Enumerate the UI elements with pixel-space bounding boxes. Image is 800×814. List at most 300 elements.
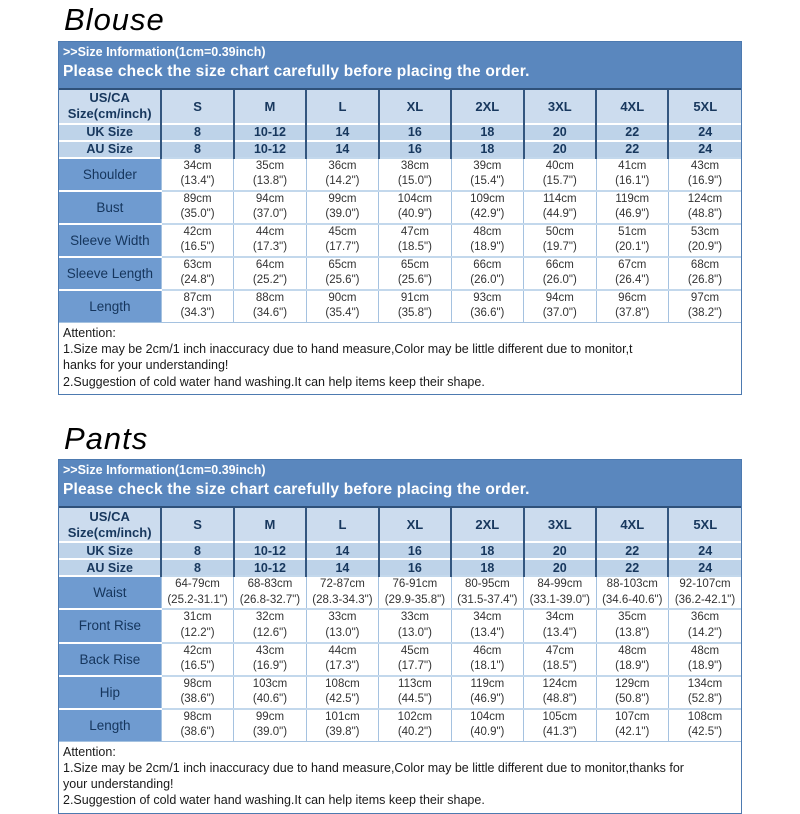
notice-line: Please check the size chart carefully before placing the order. <box>63 481 530 499</box>
measurement-inch: (48.8") <box>687 208 723 221</box>
measurement-cell <box>451 609 523 642</box>
size-value: 22 <box>596 559 668 576</box>
measurement-inch: (13.4") <box>542 626 577 639</box>
size-col-header: 4XL <box>596 90 668 124</box>
measurement-inch: (34.3") <box>180 307 215 320</box>
measurement-inch: (38.2") <box>687 307 723 320</box>
measurement-inch: (26.8") <box>687 274 723 287</box>
measurement-inch: (33.1-39.0") <box>529 593 590 606</box>
measurement-cm: 134cm <box>687 677 723 690</box>
size-value: 8 <box>161 559 233 576</box>
measurement-cell <box>234 257 306 290</box>
size-value: 16 <box>379 124 451 141</box>
measurement-inch: (13.4") <box>180 175 215 188</box>
measurement-cm: 99cm <box>255 710 285 723</box>
measurement-cell <box>524 709 596 741</box>
size-col-header: 3XL <box>524 508 596 542</box>
measurement-inch: (18.5") <box>397 241 432 254</box>
measurement-cell <box>161 709 233 741</box>
measurement-cell <box>668 290 741 322</box>
measurement-cm: 108cm <box>687 710 723 723</box>
measurement-inch: (35.8") <box>397 307 432 320</box>
measurement-cm: 34cm <box>183 159 212 172</box>
size-col-header: S <box>161 90 233 124</box>
measurement-cm: 63cm <box>183 258 212 271</box>
pants-section <box>0 421 800 814</box>
measurement-cell <box>524 224 596 257</box>
attention-block <box>59 322 741 394</box>
measurement-cm: 109cm <box>470 192 505 205</box>
measurement-cm: 41cm <box>618 159 647 172</box>
measurement-cm: 66cm <box>473 258 502 271</box>
measurement-row <box>59 191 741 224</box>
measurement-cell <box>161 191 233 224</box>
measurement-cell <box>234 224 306 257</box>
measurement-cell <box>379 224 451 257</box>
measurement-inch: (26.8-32.7") <box>239 593 301 606</box>
size-col-header: 2XL <box>451 508 523 542</box>
measurement-cell <box>451 158 523 191</box>
size-info-line: >>Size Information(1cm=0.39inch) <box>63 44 266 59</box>
measurement-cell <box>306 709 378 741</box>
measurement-cell <box>306 257 378 290</box>
measurement-cm: 34cm <box>473 611 502 624</box>
attention-line: 1.Size may be 2cm/1 inch inaccuracy due to hand measure,Color may be little different due to monitor,thanks for <box>63 760 684 775</box>
measurement-cm: 92-107cm <box>679 578 731 591</box>
measurement-inch: (44.9") <box>542 208 577 221</box>
corner-header-line: Size(cm/inch) <box>67 524 152 540</box>
measurement-inch: (39.0") <box>252 726 288 739</box>
size-value: 8 <box>161 124 233 141</box>
measurement-inch: (37.0") <box>542 307 577 320</box>
measurement-cell <box>161 257 233 290</box>
measurement-cell <box>379 290 451 322</box>
measurement-inch: (17.7") <box>397 660 432 673</box>
measurement-row <box>59 709 741 741</box>
measurement-cell <box>306 290 378 322</box>
size-value: 10-12 <box>234 559 306 576</box>
measurement-cell <box>596 576 668 609</box>
corner-header <box>59 90 161 124</box>
measurement-cm: 104cm <box>397 192 433 205</box>
size-col-header: XL <box>379 508 451 542</box>
measurement-cell <box>596 257 668 290</box>
measurement-cell <box>379 643 451 676</box>
measurement-cell <box>668 158 741 191</box>
measurement-inch: (12.2") <box>180 626 215 639</box>
measurement-cm: 44cm <box>255 225 285 238</box>
size-value: 20 <box>524 141 596 158</box>
measurement-inch: (35.4") <box>325 307 360 320</box>
row-label: AU Size <box>59 141 161 158</box>
measurement-inch: (42.9") <box>470 208 505 221</box>
measurement-cell <box>451 191 523 224</box>
measurement-inch: (37.8") <box>615 307 650 320</box>
size-col-header: 2XL <box>451 90 523 124</box>
measurement-cell <box>234 158 306 191</box>
measurement-cm: 98cm <box>183 677 212 690</box>
measurement-inch: (42.1") <box>615 726 650 739</box>
measurement-cell <box>596 676 668 709</box>
size-col-header: 3XL <box>524 90 596 124</box>
size-col-header: 5XL <box>668 90 741 124</box>
measurement-cell <box>379 257 451 290</box>
attention-line: hanks for your understanding! <box>63 358 229 373</box>
size-value: 16 <box>379 559 451 576</box>
chart-header-band <box>59 42 741 90</box>
measurement-cm: 94cm <box>545 291 574 304</box>
measurement-cm: 91cm <box>400 291 429 304</box>
measurement-cell <box>596 158 668 191</box>
measurement-cell <box>451 257 523 290</box>
measurement-inch: (34.6-40.6") <box>602 593 663 606</box>
measurement-cell <box>451 224 523 257</box>
size-value: 16 <box>379 542 451 559</box>
measurement-cell <box>668 643 741 676</box>
measurement-inch: (29.9-35.8") <box>384 593 446 606</box>
measurement-cm: 103cm <box>252 677 288 690</box>
measurement-row <box>59 676 741 709</box>
measurement-cm: 50cm <box>545 225 574 238</box>
measurement-cm: 114cm <box>542 192 577 205</box>
measurement-inch: (18.9") <box>687 660 723 673</box>
measurement-cm: 48cm <box>618 644 647 657</box>
measurement-inch: (34.6") <box>252 307 288 320</box>
measurement-inch: (28.3-34.3") <box>312 593 373 606</box>
row-label: UK Size <box>59 542 161 559</box>
corner-header-line: US/CA <box>89 508 130 524</box>
measurement-cell <box>234 709 306 741</box>
size-value: 24 <box>668 141 741 158</box>
measurement-inch: (24.8") <box>180 274 215 287</box>
measurement-cm: 67cm <box>618 258 647 271</box>
measurement-row <box>59 224 741 257</box>
corner-header-line: US/CA <box>89 89 130 105</box>
measurement-cell <box>161 676 233 709</box>
measurement-cm: 105cm <box>542 710 578 723</box>
measurement-cm: 64cm <box>255 258 285 271</box>
row-label: Length <box>59 290 161 322</box>
measurement-cm: 102cm <box>397 710 433 723</box>
size-col-header: 4XL <box>596 508 668 542</box>
measurement-cm: 34cm <box>545 611 574 624</box>
row-label: Sleeve Length <box>59 257 161 290</box>
measurement-inch: (16.9") <box>687 175 723 188</box>
measurement-cell <box>596 709 668 741</box>
measurement-cm: 44cm <box>328 644 357 657</box>
measurement-cell <box>161 576 233 609</box>
row-label: Back Rise <box>59 643 161 676</box>
measurement-inch: (13.8") <box>615 626 650 639</box>
measurement-cell <box>379 676 451 709</box>
size-header-row <box>59 508 741 542</box>
measurement-inch: (36.6") <box>470 307 505 320</box>
measurement-inch: (19.7") <box>542 241 577 254</box>
measurement-cm: 87cm <box>183 291 212 304</box>
measurement-cm: 53cm <box>690 225 720 238</box>
attention-line: Attention: <box>63 325 116 340</box>
row-label: AU Size <box>59 559 161 576</box>
measurement-cm: 48cm <box>473 225 502 238</box>
measurement-cm: 108cm <box>325 677 360 690</box>
measurement-cm: 90cm <box>328 291 357 304</box>
size-value: 22 <box>596 141 668 158</box>
measurement-inch: (13.4") <box>470 626 505 639</box>
measurement-cell <box>524 158 596 191</box>
measurement-cell <box>234 609 306 642</box>
size-value: 18 <box>451 141 523 158</box>
measurement-cell <box>524 676 596 709</box>
size-value: 20 <box>524 124 596 141</box>
measurement-cm: 42cm <box>183 644 212 657</box>
measurement-cm: 94cm <box>255 192 285 205</box>
measurement-inch: (35.0") <box>180 208 215 221</box>
measurement-cell <box>379 709 451 741</box>
measurement-cm: 68-83cm <box>247 578 293 591</box>
size-header-row <box>59 90 741 124</box>
measurement-inch: (13.0") <box>325 626 360 639</box>
size-col-header: 5XL <box>668 508 741 542</box>
measurement-inch: (26.0") <box>542 274 577 287</box>
size-col-header: M <box>234 90 306 124</box>
size-value: 14 <box>306 542 378 559</box>
measurement-inch: (46.9") <box>470 693 505 706</box>
size-conversion-row <box>59 559 741 576</box>
measurement-cm: 129cm <box>614 677 650 690</box>
measurement-cm: 65cm <box>400 258 429 271</box>
size-value: 10-12 <box>234 124 306 141</box>
chart-header-band <box>59 460 741 508</box>
measurement-cm: 38cm <box>400 159 429 172</box>
size-value: 14 <box>306 124 378 141</box>
measurement-cell <box>451 643 523 676</box>
measurement-cell <box>306 643 378 676</box>
measurement-inch: (42.5") <box>325 693 360 706</box>
measurement-cell <box>306 576 378 609</box>
measurement-cm: 36cm <box>328 159 357 172</box>
measurement-cm: 43cm <box>690 159 720 172</box>
size-col-header: L <box>306 90 378 124</box>
corner-header <box>59 508 161 542</box>
measurement-inch: (14.2") <box>687 626 723 639</box>
row-label: Hip <box>59 676 161 709</box>
size-col-header: S <box>161 508 233 542</box>
measurement-cell <box>668 709 741 741</box>
measurement-inch: (52.8") <box>687 693 723 706</box>
row-label: UK Size <box>59 124 161 141</box>
size-conversion-row <box>59 124 741 141</box>
size-value: 24 <box>668 124 741 141</box>
measurement-inch: (20.9") <box>687 241 723 254</box>
measurement-inch: (17.3") <box>252 241 288 254</box>
measurement-cell <box>524 290 596 322</box>
measurement-row <box>59 609 741 642</box>
measurement-cm: 47cm <box>400 225 429 238</box>
measurement-cell <box>524 643 596 676</box>
size-value: 20 <box>524 559 596 576</box>
measurement-inch: (26.4") <box>615 274 650 287</box>
measurement-cm: 31cm <box>183 611 212 624</box>
attention-line: 1.Size may be 2cm/1 inch inaccuracy due to hand measure,Color may be little different due to monitor,t <box>63 342 633 357</box>
measurement-cm: 45cm <box>400 644 429 657</box>
size-value: 8 <box>161 141 233 158</box>
measurement-cm: 104cm <box>470 710 505 723</box>
measurement-inch: (46.9") <box>615 208 650 221</box>
measurement-cell <box>596 290 668 322</box>
pants-size-chart <box>58 459 742 813</box>
measurement-cm: 101cm <box>325 710 360 723</box>
size-col-header: XL <box>379 90 451 124</box>
measurement-cm: 45cm <box>328 225 357 238</box>
measurement-row <box>59 643 741 676</box>
measurement-inch: (36.2-42.1") <box>674 593 736 606</box>
measurement-cell <box>451 576 523 609</box>
measurement-cm: 107cm <box>614 710 650 723</box>
measurement-cell <box>524 609 596 642</box>
size-value: 18 <box>451 559 523 576</box>
measurement-cell <box>451 290 523 322</box>
measurement-inch: (40.9") <box>397 208 432 221</box>
size-conversion-row <box>59 542 741 559</box>
size-value: 20 <box>524 542 596 559</box>
measurement-cell <box>234 191 306 224</box>
measurement-cm: 119cm <box>615 192 650 205</box>
measurement-cm: 88-103cm <box>606 578 658 591</box>
attention-line: your understanding! <box>63 777 174 792</box>
measurement-inch: (15.7") <box>542 175 577 188</box>
measurement-inch: (39.8") <box>325 726 360 739</box>
measurement-cell <box>668 676 741 709</box>
measurement-cell <box>161 609 233 642</box>
measurement-cm: 40cm <box>545 159 574 172</box>
measurement-cell <box>668 257 741 290</box>
measurement-inch: (15.0") <box>397 175 432 188</box>
measurement-cell <box>379 191 451 224</box>
measurement-inch: (18.9") <box>615 660 650 673</box>
measurement-inch: (50.8") <box>615 693 650 706</box>
measurement-cm: 124cm <box>687 192 723 205</box>
size-value: 24 <box>668 542 741 559</box>
measurement-row <box>59 576 741 609</box>
measurement-inch: (38.6") <box>180 693 215 706</box>
blouse-section <box>0 2 800 395</box>
measurement-cell <box>234 290 306 322</box>
measurement-inch: (41.3") <box>542 726 577 739</box>
measurement-inch: (25.6") <box>325 274 360 287</box>
size-value: 24 <box>668 559 741 576</box>
measurement-cell <box>668 191 741 224</box>
measurement-cell <box>668 224 741 257</box>
measurement-cm: 48cm <box>690 644 720 657</box>
measurement-cm: 97cm <box>690 291 720 304</box>
measurement-cm: 33cm <box>400 611 429 624</box>
measurement-cm: 96cm <box>618 291 647 304</box>
measurement-cm: 35cm <box>618 611 647 624</box>
measurement-inch: (16.5") <box>180 241 215 254</box>
size-value: 8 <box>161 542 233 559</box>
measurement-cm: 64-79cm <box>175 578 220 591</box>
measurement-inch: (44.5") <box>397 693 432 706</box>
measurement-cm: 84-99cm <box>537 578 583 591</box>
attention-line: 2.Suggestion of cold water hand washing.It can help items keep their shape. <box>63 374 485 389</box>
measurement-cell <box>306 158 378 191</box>
measurement-cm: 47cm <box>545 644 574 657</box>
measurement-cell <box>451 676 523 709</box>
measurement-cm: 33cm <box>328 611 357 624</box>
row-label: Front Rise <box>59 609 161 642</box>
section-title-pants: Pants <box>64 420 149 456</box>
measurement-cell <box>524 576 596 609</box>
measurement-inch: (18.9") <box>470 241 505 254</box>
measurement-inch: (37.0") <box>252 208 288 221</box>
measurement-inch: (48.8") <box>542 693 577 706</box>
measurement-inch: (13.8") <box>252 175 288 188</box>
pants-size-table <box>59 508 741 740</box>
measurement-row <box>59 290 741 322</box>
measurement-cell <box>306 224 378 257</box>
measurement-cell <box>596 609 668 642</box>
measurement-cell <box>668 576 741 609</box>
measurement-inch: (17.7") <box>325 241 360 254</box>
measurement-cell <box>524 257 596 290</box>
measurement-inch: (13.0") <box>397 626 432 639</box>
measurement-inch: (26.0") <box>470 274 505 287</box>
size-info-line: >>Size Information(1cm=0.39inch) <box>63 463 266 478</box>
measurement-cm: 93cm <box>473 291 502 304</box>
measurement-cell <box>306 609 378 642</box>
measurement-cell <box>234 576 306 609</box>
measurement-inch: (16.1") <box>615 175 650 188</box>
blouse-size-chart <box>58 41 742 395</box>
measurement-cm: 88cm <box>255 291 285 304</box>
measurement-row <box>59 257 741 290</box>
measurement-cell <box>161 643 233 676</box>
measurement-inch: (17.3") <box>325 660 360 673</box>
notice-line: Please check the size chart carefully before placing the order. <box>63 62 530 80</box>
measurement-inch: (16.9") <box>252 660 288 673</box>
measurement-cm: 43cm <box>255 644 285 657</box>
measurement-cm: 80-95cm <box>464 578 510 591</box>
measurement-cell <box>379 158 451 191</box>
size-value: 14 <box>306 559 378 576</box>
measurement-cm: 76-91cm <box>392 578 438 591</box>
size-value: 22 <box>596 542 668 559</box>
measurement-inch: (18.5") <box>542 660 577 673</box>
row-label: Shoulder <box>59 158 161 191</box>
measurement-inch: (14.2") <box>325 175 360 188</box>
measurement-cell <box>161 224 233 257</box>
measurement-cm: 36cm <box>690 611 720 624</box>
row-label: Bust <box>59 191 161 224</box>
measurement-inch: (20.1") <box>615 241 650 254</box>
measurement-cell <box>524 191 596 224</box>
measurement-cell <box>306 191 378 224</box>
measurement-cell <box>234 676 306 709</box>
measurement-inch: (31.5-37.4") <box>457 593 518 606</box>
size-value: 14 <box>306 141 378 158</box>
measurement-inch: (40.9") <box>470 726 505 739</box>
section-title-blouse: Blouse <box>64 2 165 37</box>
measurement-cell <box>596 643 668 676</box>
measurement-cm: 89cm <box>183 192 212 205</box>
measurement-inch: (12.6") <box>252 626 288 639</box>
size-value: 10-12 <box>234 542 306 559</box>
measurement-cm: 124cm <box>542 677 578 690</box>
size-value: 22 <box>596 124 668 141</box>
measurement-cell <box>379 576 451 609</box>
corner-header-line: Size(cm/inch) <box>67 106 152 122</box>
size-value: 16 <box>379 141 451 158</box>
